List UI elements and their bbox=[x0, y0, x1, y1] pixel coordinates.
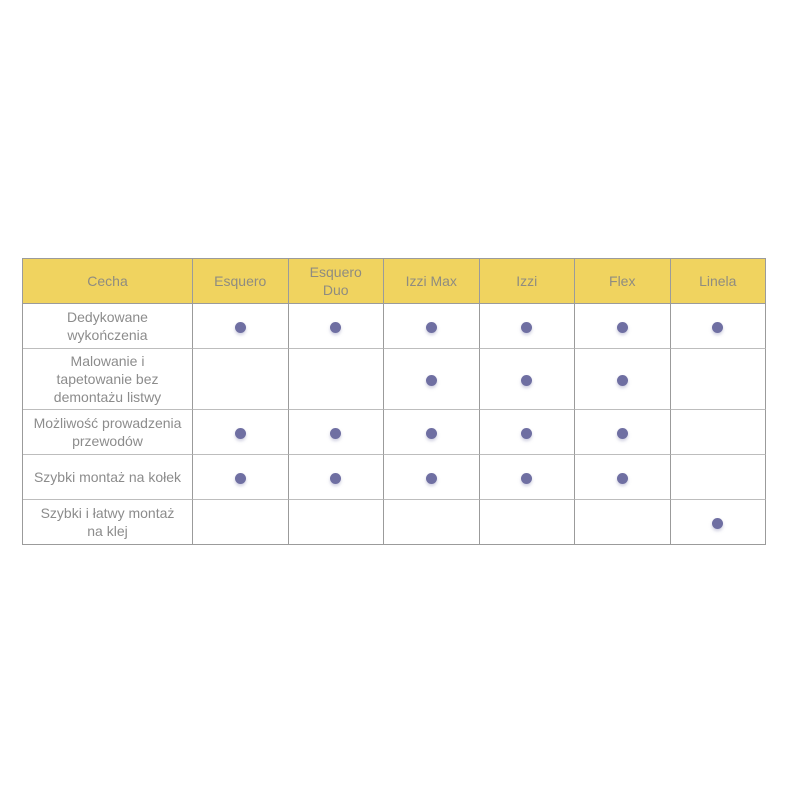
feature-dot-icon bbox=[426, 428, 437, 439]
table-row bbox=[23, 304, 766, 349]
feature-available-cell bbox=[384, 410, 480, 455]
product-column-header: Esquero bbox=[193, 259, 289, 304]
feature-empty-cell bbox=[671, 410, 767, 455]
feature-empty-cell bbox=[384, 500, 480, 545]
feature-dot-icon bbox=[712, 518, 723, 529]
feature-available-cell bbox=[289, 455, 385, 500]
feature-dot-icon bbox=[617, 322, 628, 333]
feature-dot-icon bbox=[617, 428, 628, 439]
feature-available-cell bbox=[384, 455, 480, 500]
feature-available-cell bbox=[480, 349, 576, 410]
feature-dot-icon bbox=[426, 322, 437, 333]
comparison-table bbox=[22, 258, 766, 545]
table-row bbox=[23, 410, 766, 455]
feature-available-cell bbox=[384, 304, 480, 349]
feature-name-cell: Malowanie i tapetowanie bez demontażu listwy bbox=[23, 349, 193, 410]
feature-name-cell: Dedykowane wykończenia bbox=[23, 304, 193, 349]
product-column-header: Izzi Max bbox=[384, 259, 480, 304]
feature-dot-icon bbox=[235, 473, 246, 484]
feature-dot-icon bbox=[426, 473, 437, 484]
feature-empty-cell bbox=[193, 500, 289, 545]
feature-dot-icon bbox=[712, 322, 723, 333]
feature-available-cell bbox=[480, 455, 576, 500]
feature-available-cell bbox=[575, 349, 671, 410]
feature-available-cell bbox=[671, 500, 767, 545]
product-column-header: Flex bbox=[575, 259, 671, 304]
table-row bbox=[23, 349, 766, 410]
feature-available-cell bbox=[384, 349, 480, 410]
feature-empty-cell bbox=[671, 455, 767, 500]
feature-available-cell bbox=[671, 304, 767, 349]
table-row bbox=[23, 455, 766, 500]
table-body bbox=[23, 304, 766, 545]
product-column-header: Esquero Duo bbox=[289, 259, 385, 304]
feature-dot-icon bbox=[617, 375, 628, 386]
feature-available-cell bbox=[193, 304, 289, 349]
feature-dot-icon bbox=[521, 375, 532, 386]
feature-empty-cell bbox=[480, 500, 576, 545]
feature-dot-icon bbox=[235, 322, 246, 333]
feature-column-header: Cecha bbox=[23, 259, 193, 304]
feature-available-cell bbox=[193, 410, 289, 455]
feature-available-cell bbox=[575, 410, 671, 455]
feature-available-cell bbox=[289, 304, 385, 349]
feature-dot-icon bbox=[235, 428, 246, 439]
feature-name-cell: Możliwość prowadzenia przewodów bbox=[23, 410, 193, 455]
feature-dot-icon bbox=[330, 322, 341, 333]
product-column-header: Izzi bbox=[480, 259, 576, 304]
feature-empty-cell bbox=[289, 500, 385, 545]
table-row bbox=[23, 500, 766, 545]
feature-dot-icon bbox=[521, 428, 532, 439]
feature-name-cell: Szybki montaż na kołek bbox=[23, 455, 193, 500]
feature-empty-cell bbox=[193, 349, 289, 410]
feature-available-cell bbox=[480, 410, 576, 455]
feature-empty-cell bbox=[289, 349, 385, 410]
feature-available-cell bbox=[575, 455, 671, 500]
feature-dot-icon bbox=[426, 375, 437, 386]
feature-dot-icon bbox=[330, 473, 341, 484]
feature-available-cell bbox=[289, 410, 385, 455]
feature-dot-icon bbox=[521, 322, 532, 333]
feature-available-cell bbox=[575, 304, 671, 349]
feature-dot-icon bbox=[617, 473, 628, 484]
header-row bbox=[23, 259, 766, 304]
feature-dot-icon bbox=[330, 428, 341, 439]
feature-name-cell: Szybki i łatwy montaż na klej bbox=[23, 500, 193, 545]
feature-empty-cell bbox=[671, 349, 767, 410]
feature-available-cell bbox=[480, 304, 576, 349]
feature-dot-icon bbox=[521, 473, 532, 484]
product-column-header: Linela bbox=[671, 259, 767, 304]
feature-available-cell bbox=[193, 455, 289, 500]
feature-empty-cell bbox=[575, 500, 671, 545]
